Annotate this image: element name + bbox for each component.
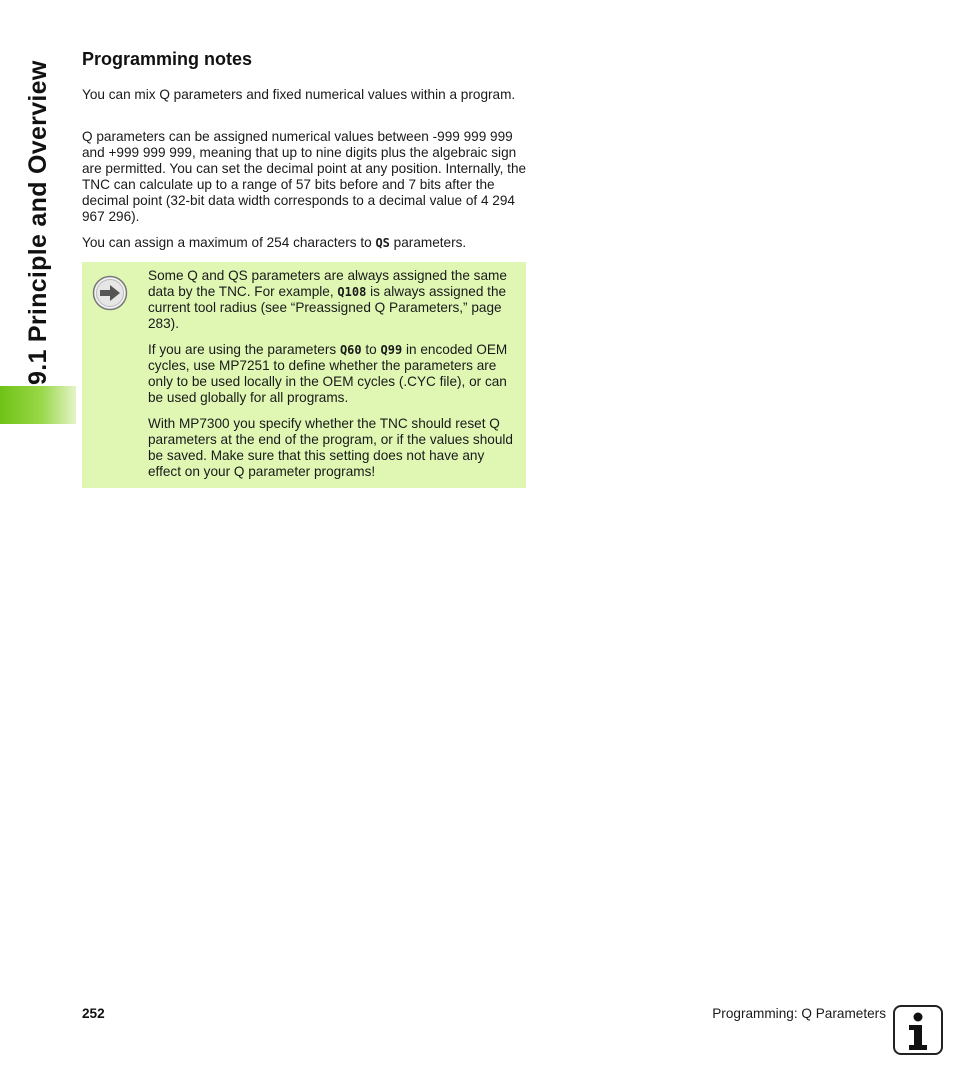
arrow-right-icon (92, 275, 128, 311)
code-q60: Q60 (339, 343, 362, 357)
note-oem-cycles (148, 342, 518, 406)
note-box (82, 262, 526, 488)
info-icon (893, 1005, 943, 1055)
page-number: 252 (82, 1006, 105, 1021)
paragraph-value-range: Q parameters can be assigned numerical values between -999 999 999 and +999 999 999, meaning that up to nine digits plus the algebraic sign are permitted. You can set the decimal point at any position. Internally, the TNC can calculate up to a range of 57 bits before and 7 bits after the decimal point (32-bit data width corresponds to a decimal value of 4 294 967 296). (82, 129, 527, 224)
paragraph-qs-characters (82, 235, 527, 251)
text-fragment: If you are using the parameters (148, 342, 340, 357)
text-fragment: Some Q and QS parameters are always assigned the same data by the TNC. For example, (148, 268, 507, 299)
text-fragment: to (361, 342, 381, 357)
paragraph-mix-values: You can mix Q parameters and fixed numerical values within a program. (82, 87, 516, 102)
text-fragment: parameters. (389, 235, 467, 250)
section-heading: Programming notes (82, 49, 253, 69)
text-fragment: You can assign a maximum of 254 characters to (82, 235, 376, 250)
chapter-section-title: 9.1 Principle and Overview (24, 60, 52, 385)
note-preassigned-parameters (148, 268, 518, 332)
code-q99: Q99 (380, 343, 403, 357)
text-fragment: is always assigned the current tool radius (see “Preassigned Q Parameters,” page 283). (148, 284, 507, 331)
code-qs: QS (375, 236, 390, 250)
text-fragment: in encoded OEM cycles, use MP7251 to define whether the parameters are only to be used locally in the OEM cycles (.CYC file), or can be used globally for all programs. (148, 342, 508, 405)
section-tab-marker (0, 386, 76, 424)
footer-chapter-title: Programming: Q Parameters (712, 1006, 886, 1021)
note-mp7300-reset: With MP7300 you specify whether the TNC should reset Q parameters at the end of the program, or if the values should be saved. Make sure that this setting does not have any effect on your Q parameter programs! (148, 416, 513, 479)
code-q108: Q108 (337, 285, 367, 299)
